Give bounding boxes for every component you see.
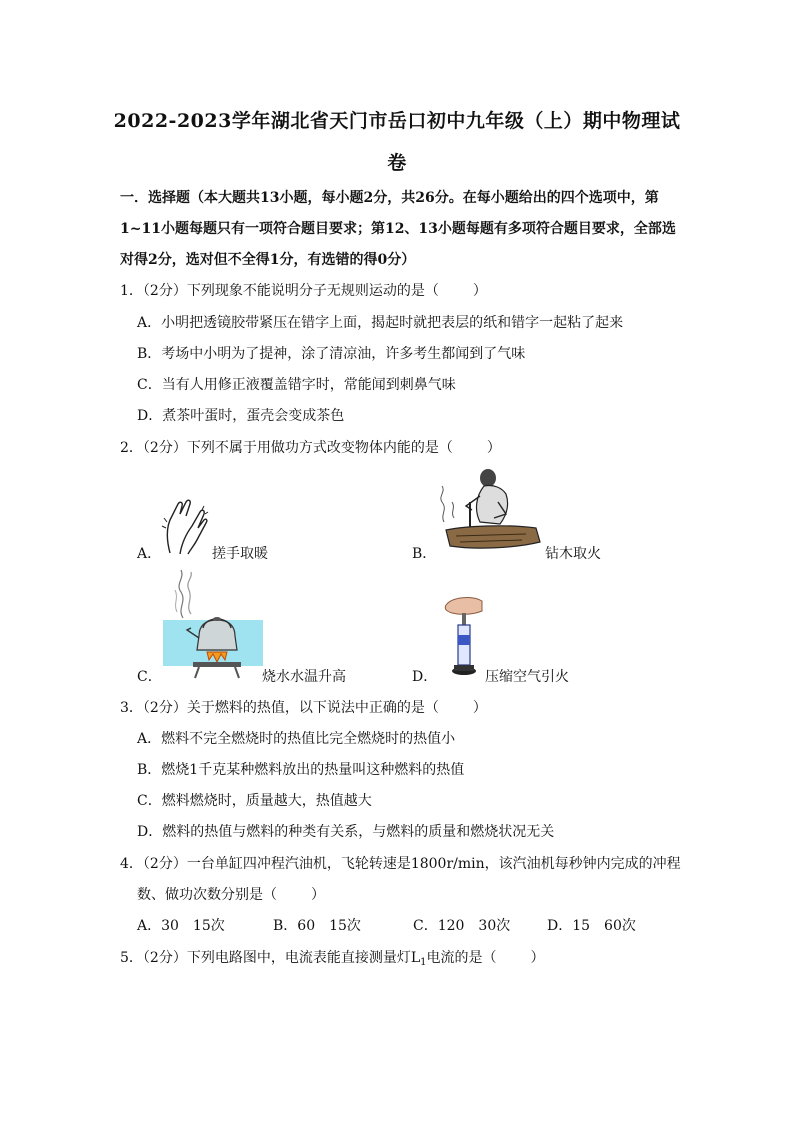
question-1-close: ） bbox=[472, 283, 487, 299]
question-4-option-a: A．30 15次 bbox=[137, 918, 225, 934]
question-5-text: 5．（2分）下列电路图中，电流表能直接测量灯L bbox=[120, 950, 421, 966]
question-2-option-a-letter: A． bbox=[137, 546, 162, 562]
exam-title-line2: 卷 bbox=[387, 152, 407, 174]
question-4-option-d: D．15 60次 bbox=[547, 918, 636, 934]
question-3-close: ） bbox=[472, 700, 487, 716]
question-2-option-d-caption: 压缩空气引火 bbox=[485, 669, 569, 685]
question-2-option-b-letter: B． bbox=[412, 546, 437, 562]
question-4-option-c: C．120 30次 bbox=[413, 918, 511, 934]
question-5-subscript: 1 bbox=[420, 957, 427, 968]
question-4-close: ） bbox=[311, 887, 325, 903]
question-4-text-line2: 数、做功次数分别是（ bbox=[137, 887, 277, 903]
question-5-stem bbox=[120, 947, 545, 968]
question-2-option-c-letter: C． bbox=[137, 669, 162, 685]
question-2-option-c-caption: 烧水水温升高 bbox=[262, 669, 346, 685]
question-2-stem bbox=[120, 437, 501, 457]
question-2-option-a-caption: 搓手取暖 bbox=[212, 546, 268, 562]
question-1-option-a: A．小明把透镜胶带紧压在错字上面，揭起时就把表层的纸和错字一起粘了起来 bbox=[137, 315, 624, 331]
question-1-text: 1．（2分）下列现象不能说明分子无规则运动的是（ bbox=[120, 283, 439, 299]
boiling-kettle-image bbox=[163, 568, 263, 680]
question-3-text: 3．（2分）关于燃料的热值，以下说法中正确的是（ bbox=[120, 700, 439, 716]
question-2-option-b-caption: 钻木取火 bbox=[545, 546, 601, 562]
question-3-option-b: B．燃烧1千克某种燃料放出的热量叫这种燃料的热值 bbox=[137, 762, 465, 778]
exam-title-line1: 2022-2023学年湖北省天门市岳口初中九年级（上）期中物理试 bbox=[113, 110, 681, 132]
question-3-stem bbox=[120, 697, 487, 717]
question-3-option-c: C．燃料燃烧时，质量越大，热值越大 bbox=[137, 793, 372, 809]
question-1-stem bbox=[120, 280, 487, 300]
question-1-option-c: C．当有人用修正液覆盖错字时，常能闻到刺鼻气味 bbox=[137, 377, 456, 393]
rubbing-hands-image bbox=[160, 498, 210, 556]
question-5-text-tail: 电流的是（ bbox=[426, 950, 497, 966]
question-2-close: ） bbox=[486, 440, 501, 456]
question-1-option-d: D．煮茶叶蛋时，蛋壳会变成茶色 bbox=[137, 408, 345, 424]
compressing-air-image bbox=[442, 595, 486, 681]
section-heading: 一．选择题（本大题共13小题，每小题2分，共26分。在每小题给出的四个选项中，第1~11小题每题只有一项符合题目要求；第12、13小题每题有多项符合题目要求，全部选对得2分，选对但不全得1分，有选错的得0分） bbox=[120, 190, 676, 268]
question-4-stem: 4．（2分）一台单缸四冲程汽油机，飞轮转速是1800r/min，该汽油机每秒钟内完成的冲程 bbox=[120, 856, 681, 872]
drilling-wood-fire-image bbox=[436, 466, 544, 556]
question-2-text: 2．（2分）下列不属于用做功方式改变物体内能的是（ bbox=[120, 440, 453, 456]
question-3-option-d: D．燃料的热值与燃料的种类有关系，与燃料的质量和燃烧状况无关 bbox=[137, 824, 555, 840]
question-1-option-b: B．考场中小明为了提神，涂了清凉油，许多考生都闻到了气味 bbox=[137, 346, 526, 362]
question-2-option-d-letter: D． bbox=[412, 669, 438, 685]
question-4-option-b: B．60 15次 bbox=[273, 918, 361, 934]
question-4-stem-line2 bbox=[137, 884, 325, 904]
question-5-close: ） bbox=[530, 950, 545, 966]
question-3-option-a: A．燃料不完全燃烧时的热值比完全燃烧时的热值小 bbox=[137, 731, 456, 747]
